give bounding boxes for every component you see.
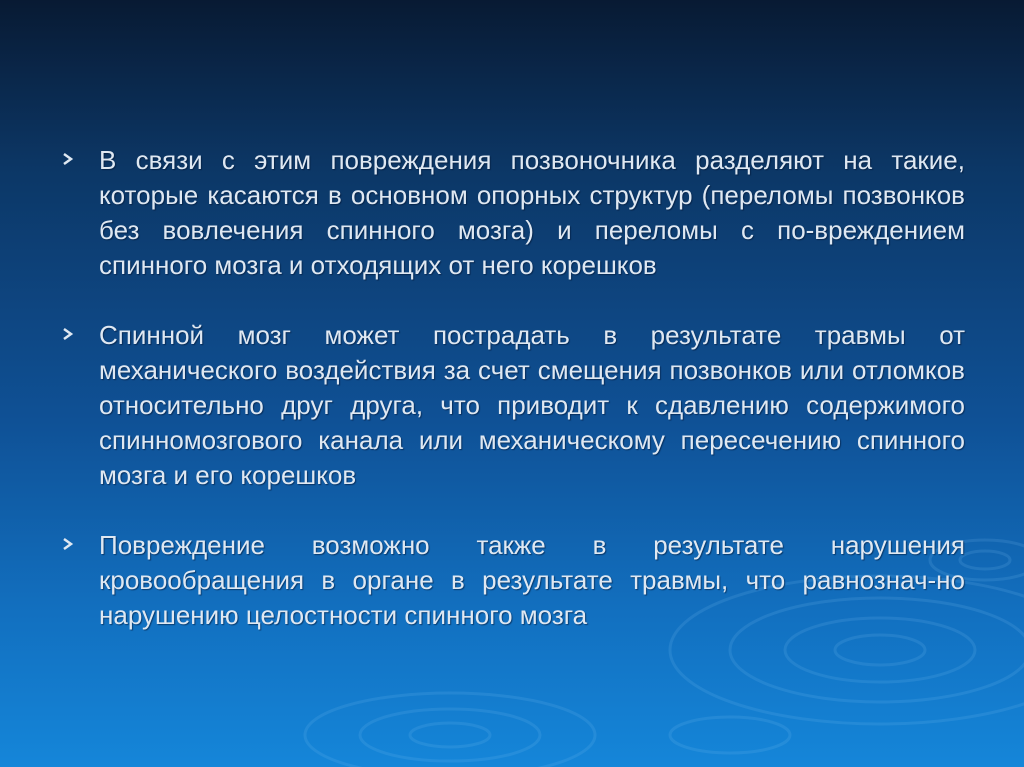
bullet-text: Спинной мозг может пострадать в результате травмы от механического воздействия за счет смещения позвонков или отломков относительно друг друга, что приводит к сдавлению содержимого спинномозгового канала или механическому пересечению спинного мозга и его корешков [99,320,965,490]
bullet-text: Повреждение возможно также в результате нарушения кровообращения в органе в результате травмы, что равнознач-но нарушению целостности спинного мозга [99,530,965,630]
bullet-item [60,143,965,283]
bullet-item [60,528,965,633]
bullet-text: В связи с этим повреждения позвоночника разделяют на такие, которые касаются в основном опорных структур (переломы позвонков без вовлечения спинного мозга) и переломы с по-вреждением спинного мозга и отходящих от него корешков [99,145,965,280]
chevron-right-icon [60,151,76,167]
chevron-right-icon [60,536,76,552]
bullet-list [60,143,965,668]
bullet-item [60,318,965,493]
chevron-right-icon [60,326,76,342]
